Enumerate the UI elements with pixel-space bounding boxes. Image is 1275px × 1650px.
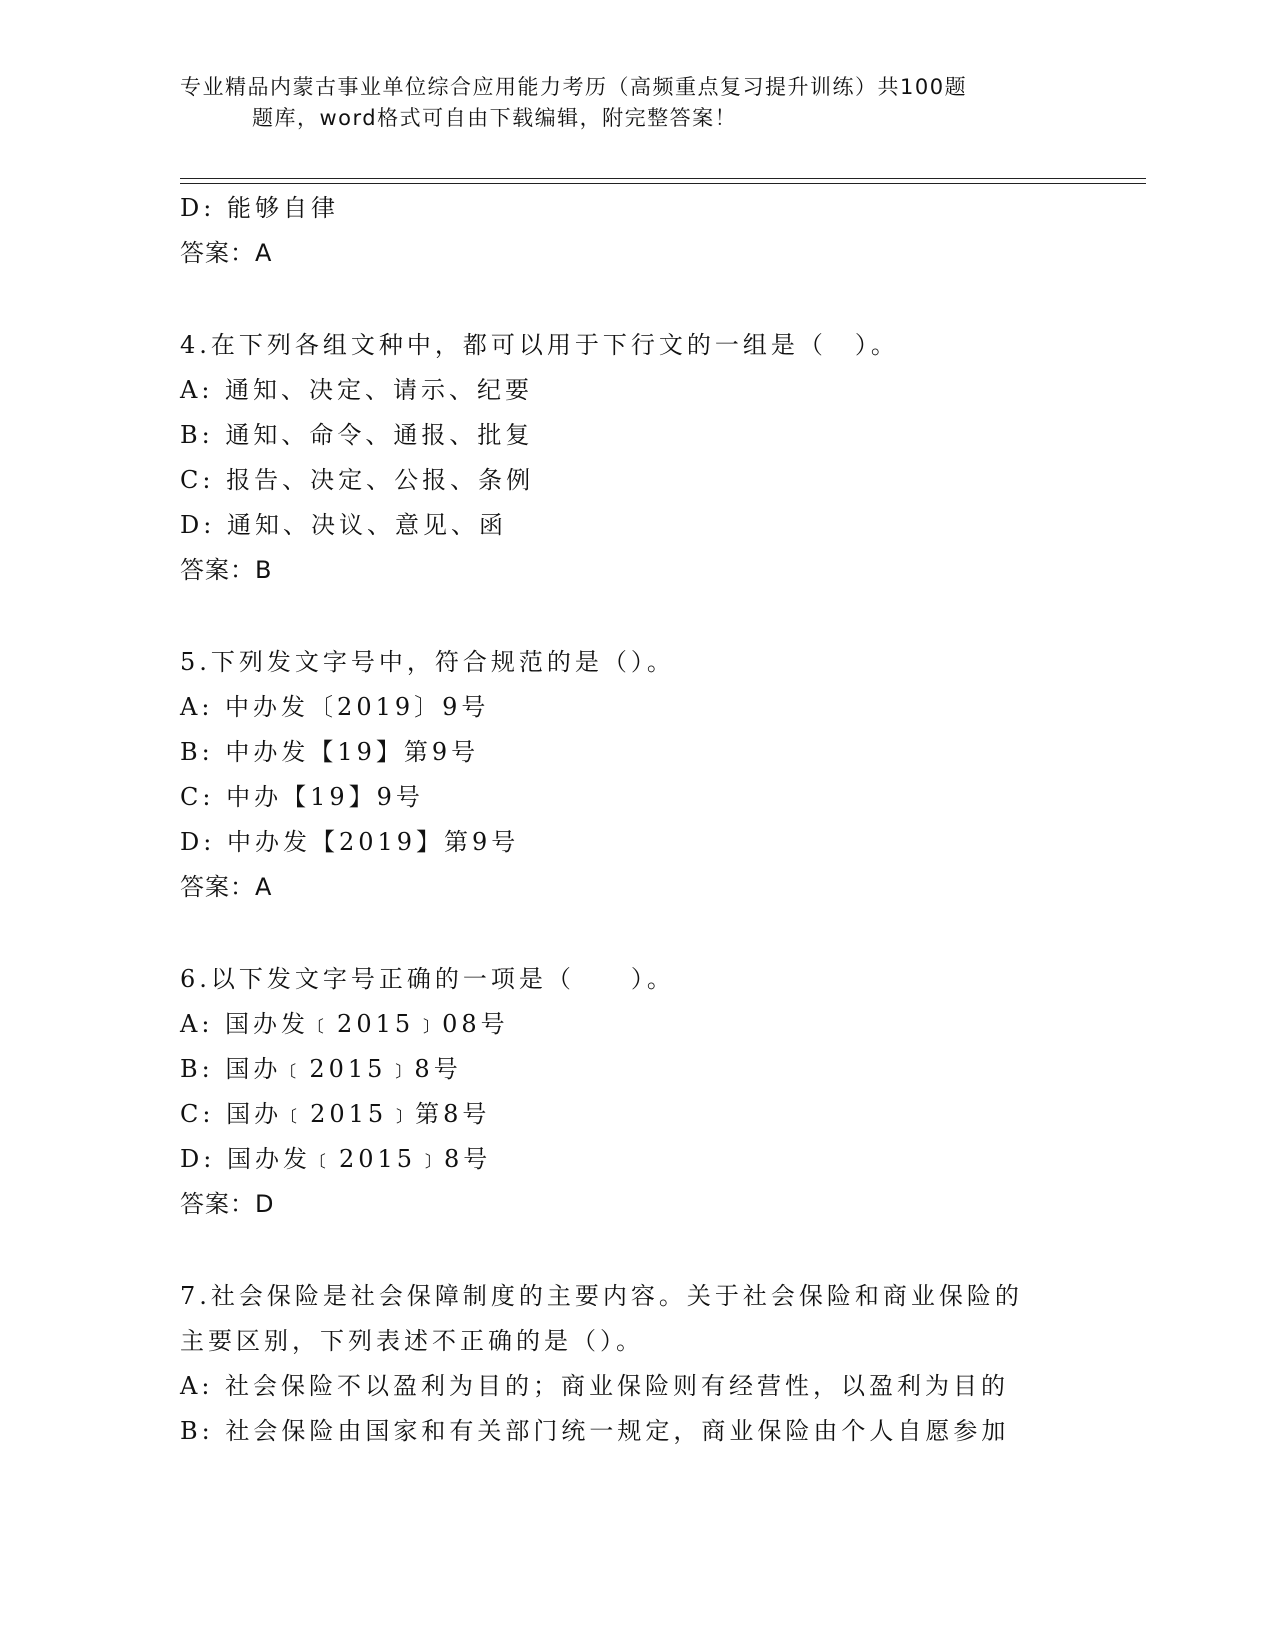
spacer: [180, 910, 1080, 957]
option-b: B: 国办﹝2015﹞8号: [180, 1055, 462, 1083]
question-6: [180, 957, 1080, 1227]
question-3-fragment: [180, 186, 1080, 276]
option-a: A: 社会保险不以盈利为目的；商业保险则有经营性，以盈利为目的: [180, 1372, 1010, 1400]
question-text: 5.下列发文字号中，符合规范的是（）。: [180, 648, 675, 676]
option-d: D: 中办发【2019】第9号: [180, 828, 520, 856]
option-c: C: 中办【19】9号: [180, 783, 424, 811]
option-c: C: 国办﹝2015﹞第8号: [180, 1100, 491, 1128]
question-text: 4.在下列各组文种中，都可以用于下行文的一组是（ ）。: [180, 331, 899, 359]
spacer: [180, 276, 1080, 323]
question-list: [180, 186, 1080, 1454]
question-5: [180, 640, 1080, 910]
document-header: [180, 72, 1060, 134]
answer: 答案：A: [180, 239, 273, 267]
question-text: 6.以下发文字号正确的一项是（ ）。: [180, 965, 675, 993]
option-a: A: 通知、决定、请示、纪要: [180, 376, 534, 404]
question-4: [180, 323, 1080, 593]
spacer: [180, 593, 1080, 640]
option-b: B: 中办发【19】第9号: [180, 738, 480, 766]
answer: 答案：A: [180, 873, 273, 901]
header-title-line-2: 题库，word格式可自由下载编辑，附完整答案！: [252, 106, 738, 130]
option-d: D: 通知、决议、意见、函: [180, 511, 507, 539]
question-text-line-1: 7.社会保险是社会保障制度的主要内容。关于社会保险和商业保险的: [180, 1282, 1023, 1310]
option-c: C: 报告、决定、公报、条例: [180, 466, 535, 494]
option-a: A: 中办发〔2019〕9号: [180, 693, 490, 721]
question-7: [180, 1274, 1080, 1454]
question-text-line-2: 主要区别，下列表述不正确的是（）。: [180, 1327, 644, 1355]
answer: 答案：D: [180, 1190, 275, 1218]
option-a: A: 国办发﹝2015﹞08号: [180, 1010, 509, 1038]
option-b: B: 社会保险由国家和有关部门统一规定，商业保险由个人自愿参加: [180, 1417, 1010, 1445]
option-d: D: 国办发﹝2015﹞8号: [180, 1145, 492, 1173]
header-title-line-1: 专业精品内蒙古事业单位综合应用能力考历（高频重点复习提升训练）共100题: [180, 75, 968, 99]
answer: 答案：B: [180, 556, 273, 584]
option-d: D: 能够自律: [180, 194, 339, 222]
spacer: [180, 1227, 1080, 1274]
option-b: B: 通知、命令、通报、批复: [180, 421, 534, 449]
header-divider-bottom: [180, 183, 1146, 184]
header-divider-top: [180, 178, 1146, 179]
